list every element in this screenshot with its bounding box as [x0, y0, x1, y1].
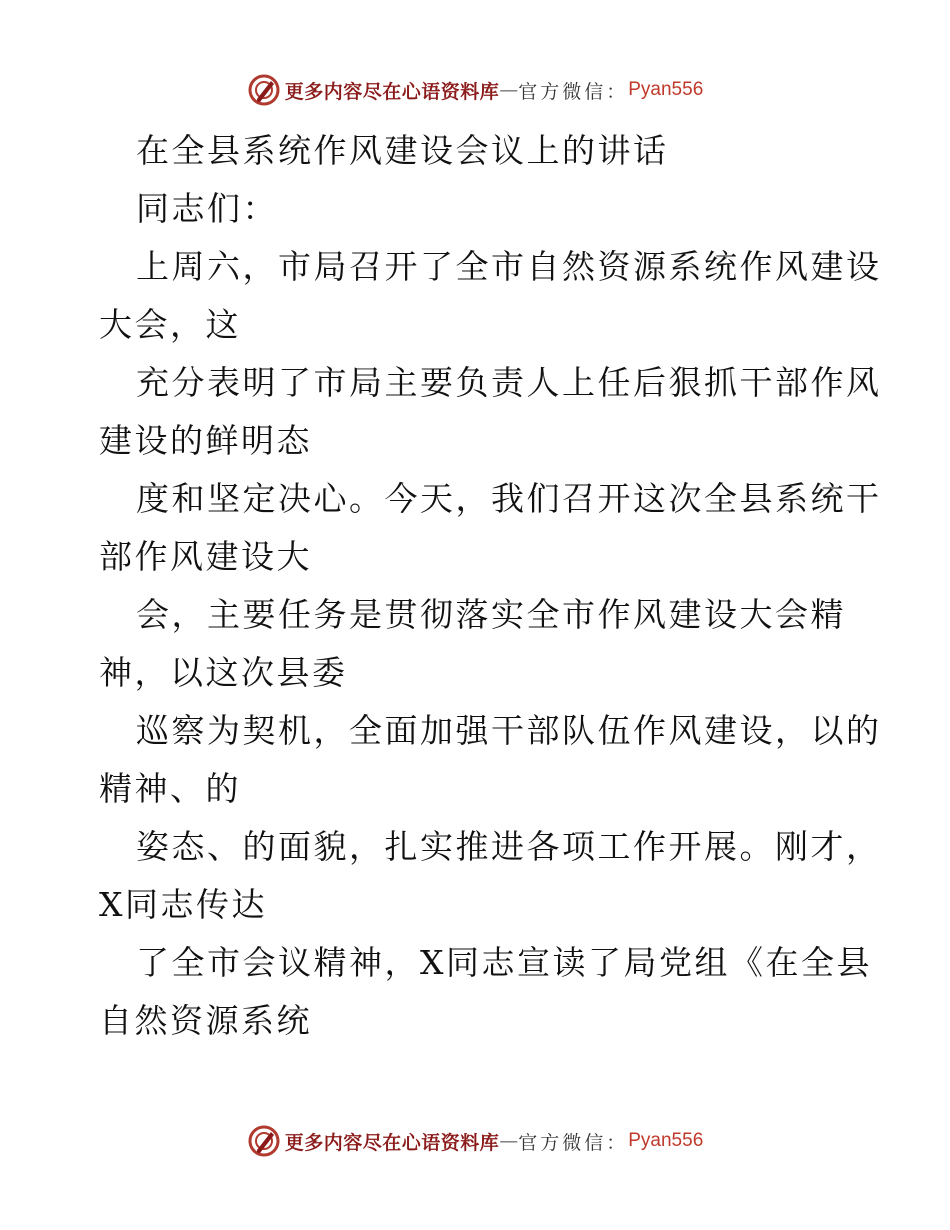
document-title: 在全县系统作风建设会议上的讲话 — [136, 131, 669, 170]
text-line: 神，以这次县委 — [99, 653, 348, 692]
text-line: 姿态、的面貌，扎实推进各项工作开展。刚才， — [136, 827, 882, 866]
banner-official-label: 官方微信： — [518, 80, 629, 103]
text-line: 建设的鲜明态 — [99, 421, 312, 460]
banner-wechat-id: Pyan556 — [628, 1130, 704, 1151]
text-line: 巡察为契机，全面加强干部队伍作风建设，以的 — [136, 711, 882, 750]
text-line: X同志传达 — [99, 885, 267, 924]
document-body — [99, 122, 882, 1050]
banner-separator: — — [499, 79, 519, 101]
text-line: 大会，这 — [99, 305, 241, 344]
text-line: 自然资源系统 — [99, 1001, 312, 1040]
header-banner — [0, 70, 950, 110]
text-line: 度和坚定决心。今天，我们召开这次全县系统干 — [136, 479, 882, 518]
banner-separator: — — [499, 1130, 519, 1152]
banner-official-label: 官方微信： — [518, 1131, 629, 1154]
text-line: 部作风建设大 — [99, 537, 312, 576]
banner-site-text: 更多内容尽在心语资料库 — [284, 1131, 500, 1154]
logo-icon — [247, 1124, 281, 1158]
text-line: 同志们： — [136, 189, 278, 228]
text-line: 会，主要任务是贯彻落实全市作风建设大会精 — [136, 595, 846, 634]
text-line: 了全市会议精神，X同志宣读了局党组《在全县 — [136, 943, 872, 982]
banner-site-text: 更多内容尽在心语资料库 — [284, 80, 500, 103]
footer-banner — [0, 1121, 950, 1161]
text-line: 充分表明了市局主要负责人上任后狠抓干部作风 — [136, 363, 882, 402]
text-line: 精神、的 — [99, 769, 241, 808]
text-line: 上周六，市局召开了全市自然资源系统作风建设 — [136, 247, 882, 286]
logo-icon — [247, 73, 281, 107]
banner-wechat-id: Pyan556 — [628, 79, 704, 100]
